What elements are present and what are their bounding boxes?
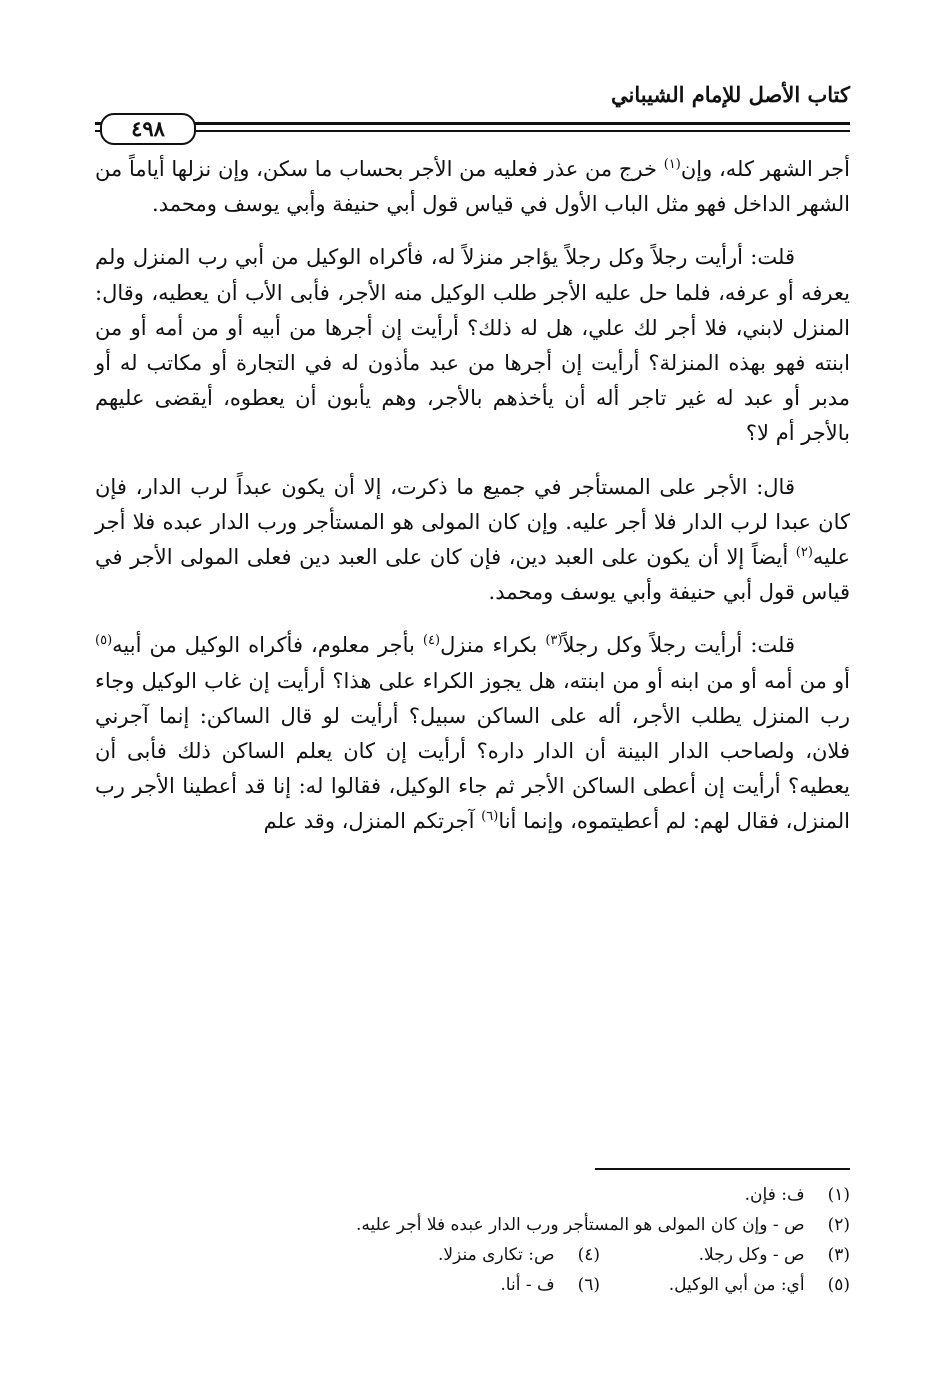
footnote-row: [95, 1240, 850, 1270]
paragraph: [95, 470, 850, 611]
footnote-marker: (٥): [95, 633, 113, 649]
paragraph: [95, 152, 850, 222]
footnote-marker: (٦): [481, 809, 499, 825]
footnote-separator: [595, 1168, 850, 1170]
footnote-number: (٢): [827, 1215, 850, 1235]
paragraph-text: خرج من عذر فعليه من الأجر بحساب ما سكن، وإن نزلها أياماً من الشهر الداخل فهو مثل الباب الأول في قياس قول أبي حنيفة وأبي يوسف ومحمد.: [95, 157, 850, 217]
paragraph: [95, 628, 850, 839]
footnote-marker: (٤): [422, 633, 441, 649]
footnote-6: [350, 1270, 600, 1300]
footnote-1: [95, 1180, 850, 1210]
header-rule-thin: [95, 130, 850, 132]
footnote-marker: (٣): [545, 633, 563, 649]
paragraph-text: بكراء منزل: [440, 633, 546, 658]
paragraph-text: قلت: أرأيت رجلاً وكل رجلاً: [562, 633, 796, 658]
footnote-5: [600, 1270, 850, 1300]
page-number: ٤٩٨: [100, 113, 196, 145]
paragraph-text: بأجر معلوم، فأكراه الوكيل من أبيه: [112, 633, 423, 658]
footnote-row: [95, 1210, 850, 1240]
footnote-2: [95, 1210, 850, 1240]
footnote-number: (١): [827, 1185, 850, 1205]
paragraph-text: أو من أمه أو من ابنه أو من ابنته، هل يجوز الكراء على هذا؟ أرأيت إن غاب الوكيل وجاء رب المنزل يطلب الأجر، أله على الساكن سبيل؟ أرأيت لو قال الساكن: إنما آجرني فلان، ولصاحب الدار البينة أن الدار داره؟ أرأيت إن كان يعلم الساكن ذلك فأبى أن يعطيه؟ أرأيت إن أعطى الساكن الأجر ثم جاء الوكيل، فقالوا له: إنا قد أعطينا الأجر رب المنزل، فقال لهم: لم أعطيتموه، وإنما أنا: [95, 668, 850, 834]
footnote-number: (٣): [827, 1245, 850, 1265]
footnote-row: [95, 1270, 850, 1300]
footnote-text: ص: تكارى منزلا.: [437, 1245, 555, 1265]
body-text: [95, 152, 850, 858]
footnote-marker: (١): [663, 157, 681, 172]
footnote-text: أي: من أبي الوكيل.: [668, 1275, 805, 1295]
running-title: كتاب الأصل للإمام الشيباني: [611, 82, 850, 107]
footnote-number: (٤): [577, 1245, 600, 1265]
footnotes: [95, 1180, 850, 1300]
footnote-text: ص - وكل رجلا.: [698, 1245, 805, 1265]
paragraph-text: قلت: أرأيت رجلاً وكل رجلاً يؤاجر منزلاً له، فأكراه الوكيل من أبي رب المنزل ولم يعرفه أو عرفه، فلما حل عليه الأجر طلب الوكيل منه الأجر، فأبى الأب أن يعطيه، وقال: المنزل لابني، فلا أجر لك علي، هل له ذلك؟ أرأيت إن أجرها من أبيه أو من أمه أو من ابنته فهو بهذه المنزلة؟ أرأيت إن أجرها من عبد مأذون له في التجارة أو مكاتب له أو مدبر أو عبد له غير تاجر أله أن يأخذهم بالأجر، وهم يأبون أن يعطوه، أيقضى عليهم بالأجر أم لا؟: [95, 245, 850, 446]
footnote-4: [350, 1240, 600, 1270]
footnote-marker: (٢): [795, 545, 813, 561]
footnote-text: ص - وإن كان المولى هو المستأجر ورب الدار عبده فلا أجر عليه.: [355, 1215, 805, 1235]
paragraph-text: أجر الشهر كله، وإن: [680, 157, 850, 181]
header-rule: [95, 122, 850, 125]
footnote-text: ف - أنا.: [500, 1275, 555, 1295]
paragraph-text: آجرتكم المنزل، وقد علم: [263, 809, 482, 834]
paragraph: [95, 240, 850, 451]
footnote-row: [95, 1180, 850, 1210]
paragraph-text: أيضاً إلا أن يكون على العبد دين، فإن كان على العبد دين فعلى المولى الأجر في قياس قول أبي حنيفة وأبي يوسف ومحمد.: [95, 545, 850, 605]
paragraph-text: قال: الأجر على المستأجر في جميع ما ذكرت، إلا أن يكون عبداً لرب الدار، فإن كان عبدا لرب الدار فلا أجر عليه. وإن كان المولى هو المستأجر ورب الدار عبده فلا أجر عليه: [95, 474, 850, 570]
footnote-number: (٥): [827, 1275, 850, 1295]
footnote-number: (٦): [577, 1275, 600, 1295]
footnote-text: ف: فإن.: [744, 1185, 805, 1205]
footnote-3: [600, 1240, 850, 1270]
